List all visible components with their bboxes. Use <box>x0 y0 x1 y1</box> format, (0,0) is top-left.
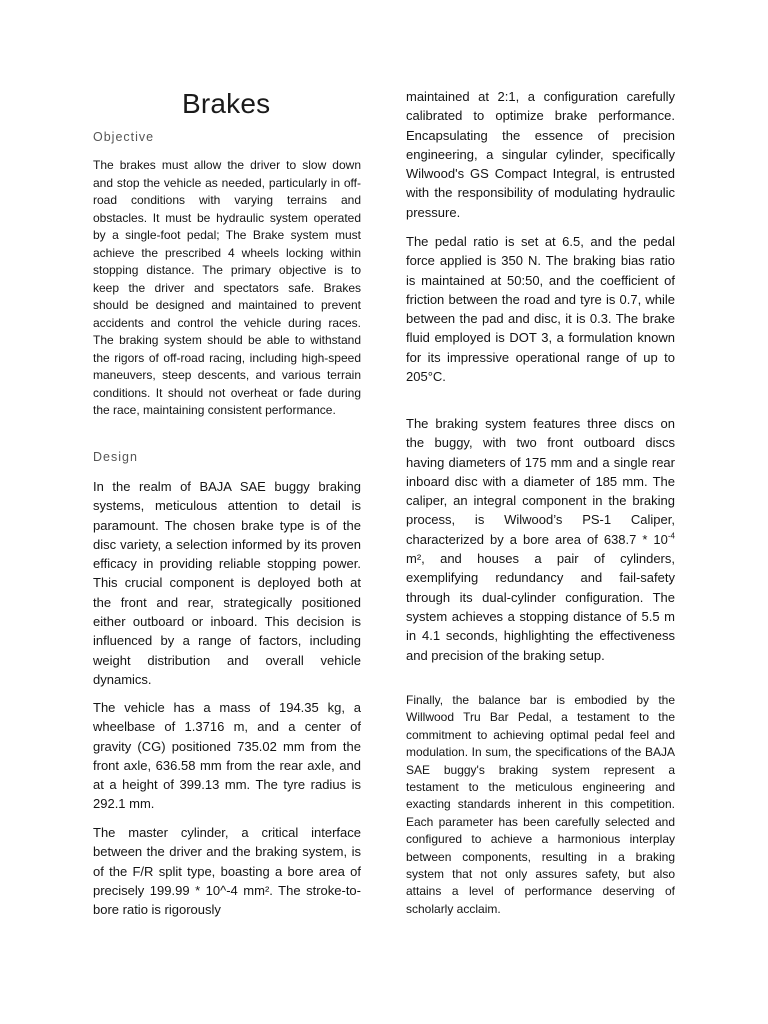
disc-text-after-exponent: m², and houses a pair of cylinders, exemplifying redundancy and fail-safety through its dual-cylinder configuration. The system achieves a stopping distance of 5.5 m in 4.1 seconds, highlighting the effectiveness and precision of the braking setup. <box>406 551 675 663</box>
right-paragraph-1: maintained at 2:1, a configuration carefully calibrated to optimize brake performance. Encapsulating the essence of precision engineering, a singular cylinder, specifically Wilwood's GS Compact Integral, is entrusted with the responsibility of modulating hydraulic pressure. <box>406 89 675 220</box>
right-paragraph-2: The pedal ratio is set at 6.5, and the pedal force applied is 350 N. The braking bias ratio is maintained at 50:50, and the coefficient of friction between the road and tyre is 0.7, while between the pad and disc, it is 0.3. The brake fluid employed is DOT 3, a formulation known for its impressive operational range of up to 205°C. <box>406 234 675 385</box>
design-paragraph-2: The vehicle has a mass of 194.35 kg, a wheelbase of 1.3716 m, and a center of gravity (CG) positioned 735.02 mm from the front axle, 636.58 mm from the rear axle, and at a height of 399.13 mm. The tyre radius is 292.1 mm. <box>93 700 361 812</box>
objective-heading: Objective <box>93 130 155 144</box>
exponent-superscript: -4 <box>667 531 675 541</box>
disc-text-before-exponent: The braking system features three discs on the buggy, with two front outboard discs having diameters of 175 mm and a single rear inboard disc with a diameter of 185 mm. The caliper, an integral component in the braking process, is Wilwood’s PS-1 Caliper, characterized by a bore area of 638.7 * 10 <box>406 416 675 547</box>
design-paragraph-1: In the realm of BAJA SAE buggy braking systems, meticulous attention to detail is paramount. The chosen brake type is of the disc variety, a selection informed by its proven efficacy in providing reliable stopping power. This crucial component is deployed both at the front and rear, strategically positioned either outboard or inboard. This decision is influenced by a range of factors, including weight distribution and overall vehicle dynamics. <box>93 479 361 687</box>
design-paragraph-3: The master cylinder, a critical interface between the driver and the braking system, is of the F/R split type, boasting a bore area of precisely 199.99 * 10^-4 mm². The stroke-to-bore ratio is rigorously <box>93 825 361 918</box>
right-paragraph-3 <box>406 414 675 665</box>
right-paragraph-4: Finally, the balance bar is embodied by the Willwood Tru Bar Pedal, a testament to the commitment to achieving optimal pedal feel and modulation. In sum, the specifications of the BAJA SAE buggy's braking system represent a testament to the meticulous engineering and exacting standards inherent in this competition. Each parameter has been carefully selected and configured to achieve a harmonious interplay between components, resulting in a braking system that not only assures safety, but also attains a level of performance deserving of scholarly acclaim. <box>406 693 675 916</box>
page-title: Brakes <box>182 88 271 119</box>
objective-paragraph: The brakes must allow the driver to slow down and stop the vehicle as needed, particularly in off-road conditions with varying terrains and obstacles. It must be hydraulic system operated by a single-foot pedal; The Brake system must achieve the prescribed 4 wheels locking within stopping distance. The primary objective is to keep the driver and spectators safe. Brakes should be designed and maintained to prevent accidents and control the vehicle during races. The braking system should be able to withstand the rigors of off-road racing, including high-speed maneuvers, steep descents, and various terrain conditions. It should not overheat or fade during the race, maintaining consistent performance. <box>93 158 361 417</box>
design-heading: Design <box>93 450 138 464</box>
